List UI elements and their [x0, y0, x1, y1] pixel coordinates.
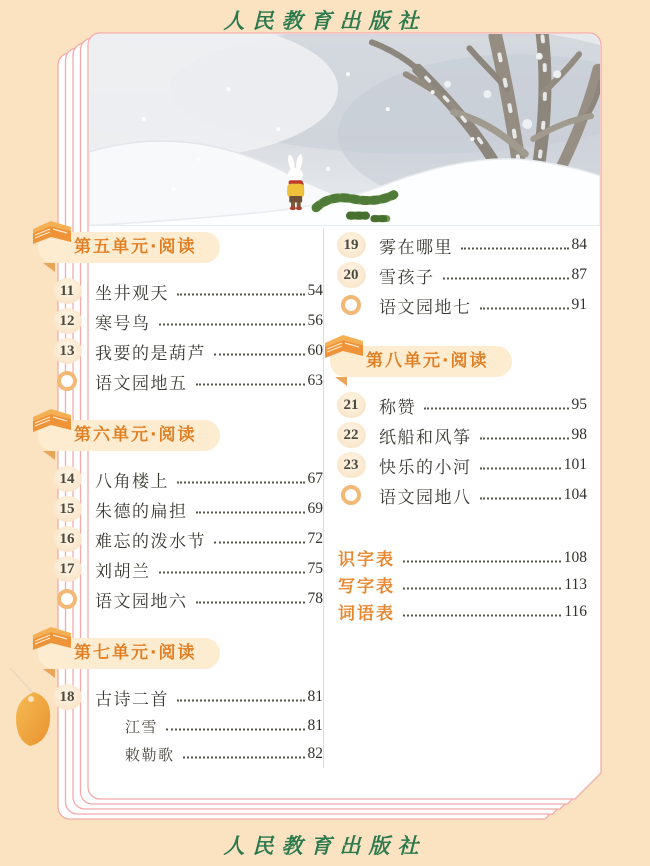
- page-number: 104: [563, 486, 587, 503]
- poem-title: 敕勒歌: [125, 745, 175, 764]
- garden-ring-icon: [341, 295, 361, 315]
- page-number: 84: [571, 236, 587, 253]
- toc-entry: [38, 464, 323, 494]
- lesson-number-badge: [336, 232, 366, 258]
- garden-title: 语文园地七: [379, 297, 472, 318]
- garden-title: 语文园地六: [95, 591, 188, 612]
- page-number: 72: [307, 530, 323, 547]
- dotted-leader: [403, 614, 561, 616]
- page-number: 108: [563, 548, 587, 566]
- toc-entry: [38, 336, 323, 366]
- lesson-title: 雪孩子: [379, 267, 435, 288]
- dotted-leader: [443, 278, 569, 280]
- dotted-leader: [424, 408, 569, 410]
- book-icon: [322, 332, 366, 362]
- page-number: 54: [307, 282, 323, 299]
- unit-label: 第七单元·阅读: [74, 643, 197, 663]
- dotted-leader: [403, 587, 561, 589]
- page-number: 98: [571, 426, 587, 443]
- dotted-leader: [480, 308, 569, 310]
- toc-entry: [334, 598, 587, 625]
- lesson-title: 纸船和风筝: [379, 427, 472, 448]
- toc-entry: [38, 682, 323, 712]
- page-number: 91: [571, 296, 587, 313]
- dotted-leader: [166, 729, 304, 731]
- page-number: 75: [307, 560, 323, 577]
- toc-entry: [334, 290, 587, 320]
- lesson-number-badge: [336, 392, 366, 418]
- page-number: 81: [307, 688, 323, 705]
- page-number: 81: [307, 717, 323, 734]
- snow-scene: [89, 34, 600, 226]
- lesson-number: 12: [53, 308, 82, 334]
- lesson-title: 难忘的泼水节: [95, 531, 206, 552]
- toc-entry: [334, 450, 587, 480]
- book-icon: [30, 406, 74, 436]
- page-number: 67: [307, 470, 323, 487]
- toc-entry: [38, 554, 323, 584]
- page-number: 101: [563, 456, 587, 473]
- lesson-number: 17: [53, 556, 82, 582]
- lesson-number: 11: [53, 278, 82, 304]
- lesson-number: 18: [53, 684, 82, 710]
- toc-entry: [334, 260, 587, 290]
- page-number: 113: [564, 575, 587, 593]
- lesson-number-badge: [336, 452, 366, 478]
- toc-sub-entry: [38, 740, 323, 768]
- lesson-title: 坐井观天: [95, 283, 169, 304]
- toc-left-column: [38, 226, 323, 768]
- index-table-title: 写字表: [338, 577, 395, 597]
- toc-entry: [334, 544, 587, 571]
- toc-entry: [38, 584, 323, 614]
- garden-ring-icon: [57, 371, 77, 391]
- poem-title: 江雪: [125, 717, 159, 736]
- lesson-title: 寒号鸟: [95, 313, 151, 334]
- dotted-leader: [480, 438, 569, 440]
- lesson-number-badge: [52, 556, 82, 582]
- lesson-number: 16: [53, 526, 82, 552]
- book-icon: [30, 624, 74, 654]
- dotted-leader: [183, 757, 305, 759]
- dotted-leader: [177, 482, 305, 484]
- dotted-leader: [214, 542, 305, 544]
- spacer: [334, 510, 587, 544]
- toc-right-column: [323, 228, 601, 768]
- toc-entry: [38, 366, 323, 396]
- dotted-leader: [177, 700, 305, 702]
- dotted-leader: [403, 560, 561, 562]
- lesson-number: 19: [337, 232, 366, 258]
- unit-label: 第五单元·阅读: [74, 237, 197, 257]
- publisher-logo-bottom: 人民教育出版社: [223, 833, 427, 858]
- garden-ring-icon: [341, 485, 361, 505]
- lesson-number: 22: [337, 422, 366, 448]
- unit-header-5: [38, 230, 323, 264]
- index-table-title: 词语表: [338, 604, 395, 624]
- unit-header-8: [330, 344, 587, 378]
- lesson-number-badge: [52, 496, 82, 522]
- toc-entry: [38, 306, 323, 336]
- page-number: 116: [564, 602, 587, 620]
- toc-page: [38, 33, 601, 797]
- dotted-leader: [196, 384, 305, 386]
- toc-sub-entry: [38, 712, 323, 740]
- page-number: 78: [307, 590, 323, 607]
- page-number: 82: [307, 745, 323, 762]
- book-icon: [30, 218, 74, 248]
- toc-entry: [334, 571, 587, 598]
- lesson-number-badge: [52, 466, 82, 492]
- toc-entry: [334, 420, 587, 450]
- lesson-number: 20: [337, 262, 366, 288]
- dotted-leader: [461, 248, 569, 250]
- page-number: 63: [307, 372, 323, 389]
- lesson-number-badge: [52, 526, 82, 552]
- garden-badge: [336, 485, 366, 505]
- garden-ring-icon: [57, 589, 77, 609]
- dotted-leader: [159, 324, 305, 326]
- page-number: 87: [571, 266, 587, 283]
- toc-entry: [334, 230, 587, 260]
- table-of-contents: [38, 226, 601, 768]
- lesson-title: 我要的是葫芦: [95, 343, 206, 364]
- unit-header-7: [38, 636, 323, 670]
- lesson-number: 13: [53, 338, 82, 364]
- illustration: [89, 34, 600, 226]
- toc-entry: [334, 390, 587, 420]
- page-number: 60: [307, 342, 323, 359]
- garden-badge: [52, 371, 82, 391]
- dotted-leader: [214, 354, 305, 356]
- lesson-title: 快乐的小河: [379, 457, 472, 478]
- dotted-leader: [159, 572, 305, 574]
- page-number: 56: [307, 312, 323, 329]
- dotted-leader: [480, 468, 561, 470]
- toc-entry: [38, 524, 323, 554]
- lesson-number: 15: [53, 496, 82, 522]
- lesson-number-badge: [52, 278, 82, 304]
- dotted-leader: [480, 498, 561, 500]
- unit-label: 第八单元·阅读: [366, 351, 489, 371]
- page-number: 69: [307, 500, 323, 517]
- lesson-title: 雾在哪里: [379, 237, 453, 258]
- lesson-title: 八角楼上: [95, 471, 169, 492]
- lesson-number: 21: [337, 392, 366, 418]
- index-table-title: 识字表: [338, 550, 395, 570]
- lesson-number-badge: [52, 308, 82, 334]
- toc-entry: [38, 276, 323, 306]
- lesson-title: 朱德的扁担: [95, 501, 188, 522]
- leaf-decoration: [4, 660, 64, 760]
- lesson-title: 古诗二首: [95, 689, 169, 710]
- lesson-number: 14: [53, 466, 82, 492]
- garden-title: 语文园地五: [95, 373, 188, 394]
- lesson-title: 称赞: [379, 397, 416, 418]
- dotted-leader: [196, 512, 305, 514]
- page-number: 95: [571, 396, 587, 413]
- toc-entry: [334, 480, 587, 510]
- unit-header-6: [38, 418, 323, 452]
- dotted-leader: [196, 602, 305, 604]
- unit-label: 第六单元·阅读: [74, 425, 197, 445]
- garden-badge: [336, 295, 366, 315]
- lesson-number: 23: [337, 452, 366, 478]
- lesson-number-badge: [336, 262, 366, 288]
- toc-entry: [38, 494, 323, 524]
- garden-title: 语文园地八: [379, 487, 472, 508]
- garden-badge: [52, 589, 82, 609]
- lesson-number-badge: [336, 422, 366, 448]
- lesson-title: 刘胡兰: [95, 561, 151, 582]
- lesson-number-badge: [52, 338, 82, 364]
- publisher-logo-top: 人民教育出版社: [223, 8, 427, 33]
- dotted-leader: [177, 294, 305, 296]
